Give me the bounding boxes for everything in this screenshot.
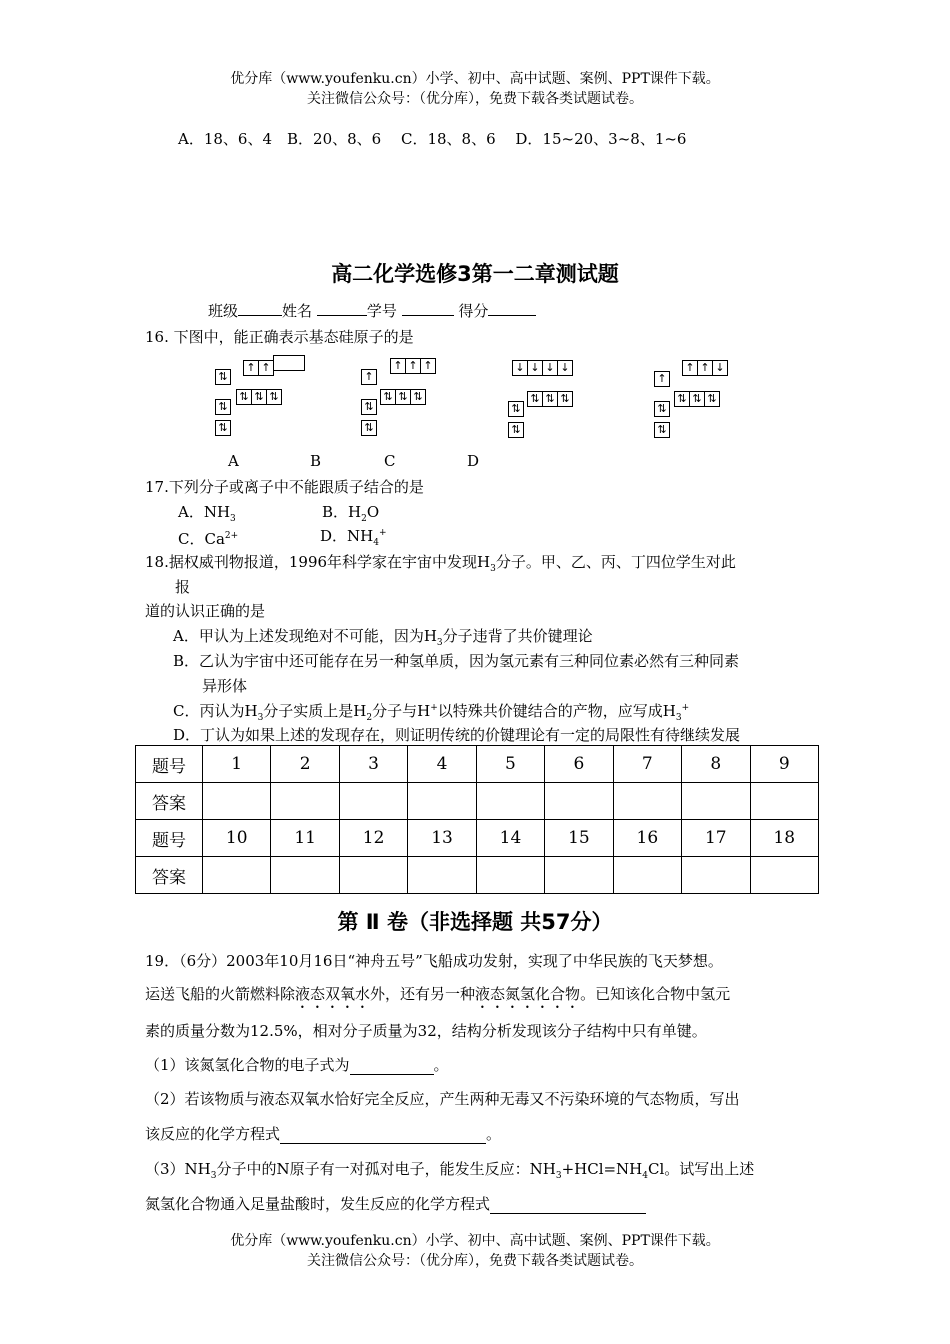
q19-line-2: 运送飞船的火箭燃料除液态双氧水外，还有另一种液态氮氢化合物。已知该化合物中氢元 — [145, 985, 731, 1003]
table-cell: 17 — [682, 820, 750, 857]
section-2-title: 第 Ⅱ 卷（非选择题 共57分） — [337, 910, 613, 934]
answer-cell[interactable] — [203, 783, 271, 820]
answer-table — [135, 745, 819, 894]
answer-cell[interactable] — [476, 857, 544, 894]
student-id-field[interactable] — [402, 315, 454, 316]
table-cell: 4 — [408, 746, 476, 783]
table-cell: 16 — [613, 820, 681, 857]
header-line-1: 优分库（www.youfenku.cn）小学、初中、高中试题、案例、PPT课件下载。 — [230, 71, 720, 87]
table-cell: 8 — [682, 746, 750, 783]
q17-option-b: B．$H_2O$ — [322, 503, 380, 524]
answer-cell[interactable] — [613, 783, 681, 820]
q19-part-2-cont: 该反应的化学方程式 。 — [145, 1125, 502, 1143]
answer-cell[interactable] — [203, 857, 271, 894]
table-row-numbers-1 — [136, 746, 819, 783]
q18-option-b-cont: 异形体 — [202, 677, 248, 695]
q16-label-c: C — [384, 452, 396, 470]
answer-cell[interactable] — [271, 783, 339, 820]
answer-cell[interactable] — [476, 783, 544, 820]
answer-cell[interactable] — [408, 783, 476, 820]
table-cell: 2 — [271, 746, 339, 783]
q19-part-3-cont: 氮氢化合物通入足量盐酸时，发生反应的化学方程式 — [145, 1193, 646, 1214]
table-cell: 7 — [613, 746, 681, 783]
table-cell: 15 — [545, 820, 613, 857]
q19-part-3: $(3)NH_3$分子中的N原子有一对孤对电子，能发生反应：$NH_3+HCl=NH_4Cl$。试写出上述 — [145, 1160, 755, 1181]
table-cell: 6 — [545, 746, 613, 783]
q19-part-1-blank[interactable] — [350, 1056, 434, 1075]
student-id-label: 学号 — [366, 302, 397, 320]
table-cell: 1 — [203, 746, 271, 783]
answer-cell[interactable] — [408, 857, 476, 894]
answer-cell[interactable] — [545, 783, 613, 820]
answer-cell[interactable] — [339, 857, 407, 894]
answer-cell[interactable] — [750, 783, 819, 820]
class-field[interactable] — [238, 315, 282, 316]
q19-part-2-blank[interactable] — [280, 1125, 486, 1144]
table-cell: 14 — [476, 820, 544, 857]
table-cell: 11 — [271, 820, 339, 857]
table-row-answers-2 — [136, 857, 819, 894]
footer-line-1: 优分库（www.youfenku.cn）小学、初中、高中试题、案例、PPT课件下载。 — [230, 1233, 720, 1249]
q18-stem-wrap: 报 — [175, 578, 191, 596]
table-row-answers-1 — [136, 783, 819, 820]
score-label: 得分 — [458, 302, 489, 320]
student-info-line — [208, 300, 536, 321]
table-cell: 18 — [750, 820, 819, 857]
class-label: 班级 — [208, 302, 239, 320]
q19-part-2: （2）若该物质与液态双氧水恰好完全反应，产生两种无毒又不污染环境的气态物质，写出 — [145, 1090, 740, 1108]
answer-cell[interactable] — [750, 857, 819, 894]
table-row-numbers-2 — [136, 820, 819, 857]
q18-option-b: B．乙认为宇宙中还可能存在另一种氢单质，因为氢元素有三种同位素必然有三种同素 — [173, 652, 740, 670]
name-field[interactable] — [317, 315, 367, 316]
q18-stem: 18.据权威刊物报道，1996年科学家在宇宙中发现$H_3$分子。甲、乙、丙、丁四位学生对此 — [145, 553, 736, 574]
table-cell: 5 — [476, 746, 544, 783]
header-line-2: 关注微信公众号：（优分库），免费下载各类试题试卷。 — [307, 91, 643, 107]
q17-option-d: D．$NH_4^+$ — [320, 527, 387, 548]
q17-option-c: C．$Ca^{2+}$ — [178, 530, 239, 548]
q16-stem: 16. 下图中，能正确表示基态硅原子的是 — [145, 328, 414, 346]
table-cell: 13 — [408, 820, 476, 857]
q19-line-1: 19．（6分）2003年10月16日“神舟五号”飞船成功发射，实现了中华民族的飞天梦想。 — [145, 952, 723, 970]
score-field[interactable] — [488, 315, 536, 316]
q18-stem-2: 道的认识正确的是 — [145, 602, 266, 620]
answer-cell[interactable] — [271, 857, 339, 894]
q17-option-a: A．$NH_3$ — [178, 503, 236, 524]
q18-option-c: C．丙认为$H_3$分子实质上是$H_2$分子与H+以特殊共价键结合的产物，应写成$H_3^+$ — [173, 702, 690, 723]
q19-part-3-blank[interactable] — [490, 1195, 646, 1214]
footer-line-2: 关注微信公众号：（优分库），免费下载各类试题试卷。 — [307, 1253, 643, 1269]
table-cell-label: 答案 — [136, 857, 203, 894]
answer-cell[interactable] — [339, 783, 407, 820]
table-cell-label: 答案 — [136, 783, 203, 820]
q16-label-b: B — [310, 452, 322, 470]
page-title: 高二化学选修3第一二章测试题 — [331, 262, 619, 286]
previous-question-options: A．18、6、4 B．20、8、6 C．18、8、6 D．15~20、3~8、1~6 — [178, 130, 687, 148]
q16-label-d: D — [467, 452, 480, 470]
q18-option-a: A．甲认为上述发现绝对不可能，因为$H_3$分子违背了共价键理论 — [173, 627, 593, 648]
answer-cell[interactable] — [545, 857, 613, 894]
table-cell: 3 — [339, 746, 407, 783]
q18-option-d: D．丁认为如果上述的发现存在，则证明传统的价键理论有一定的局限性有待继续发展 — [173, 726, 741, 744]
table-cell: 12 — [339, 820, 407, 857]
table-cell: 9 — [750, 746, 819, 783]
answer-cell[interactable] — [682, 857, 750, 894]
q19-part-1: （1）该氮氢化合物的电子式为 。 — [145, 1056, 449, 1074]
table-cell-label: 题号 — [136, 820, 203, 857]
q17-stem: 17.下列分子或离子中不能跟质子结合的是 — [145, 478, 424, 496]
answer-cell[interactable] — [682, 783, 750, 820]
table-cell: 10 — [203, 820, 271, 857]
table-cell-label: 题号 — [136, 746, 203, 783]
q19-line-3: 素的质量分数为12.5%，相对分子质量为32，结构分析发现该分子结构中只有单键。 — [145, 1022, 707, 1040]
q16-label-a: A — [228, 452, 239, 470]
name-label: 姓名 — [282, 302, 313, 320]
answer-cell[interactable] — [613, 857, 681, 894]
